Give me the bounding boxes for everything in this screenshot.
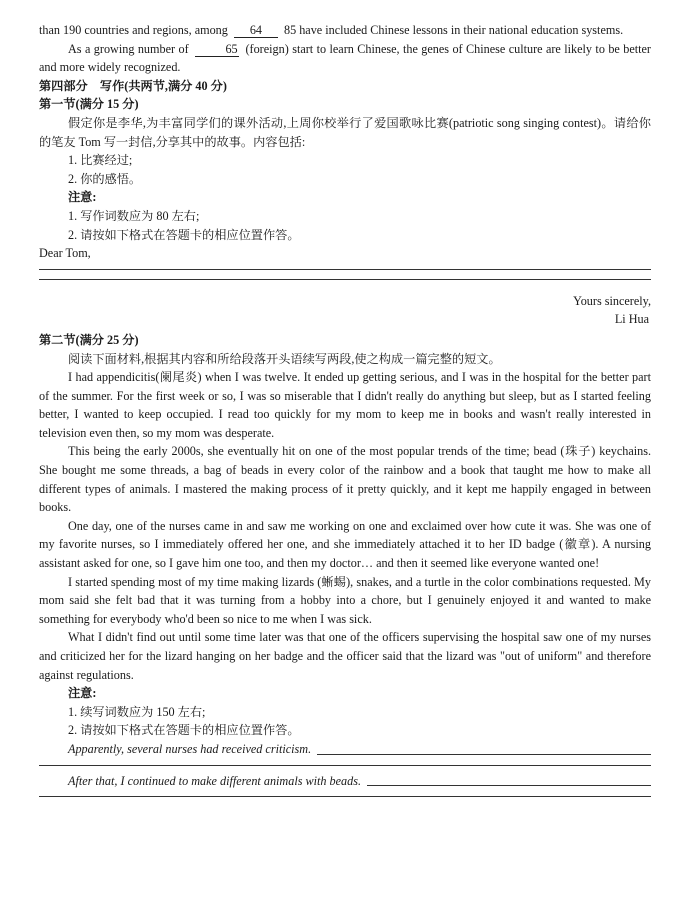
writing-line[interactable]: [39, 796, 651, 797]
text-segment: 85 have included Chinese lessons in their national education systems.: [283, 23, 624, 37]
section1-prompt: 假定你是李华,为丰富同学们的课外活动,上周你校举行了爱国歌咏比赛(patriotic song singing contest)。请给你的笔友 Tom 写一封信,分享其中的故事。内容包括:: [39, 115, 651, 149]
section2-title: 第二节(满分 25 分): [39, 332, 139, 347]
continuation-start-1: [39, 740, 651, 759]
reading-tail-line-2: [39, 40, 651, 77]
story-paragraph-3: One day, one of the nurses came in and saw me working on one and exclaimed over how cute it was. She was one of my favorite nurses, so I immediately offered her one, and she immediately attached it to her ID badge (徽章). A nursing assistant asked for one, so I gave him one too, and then my doctor… and then it seemed like everyone wanted one!: [39, 518, 651, 571]
writing-line[interactable]: [39, 765, 651, 766]
section2-note-2: 2. 请按如下格式在答题卡的相应位置作答。: [68, 723, 300, 738]
content-item-2: 2. 你的感悟。: [68, 171, 142, 186]
reading-tail-line-1: [39, 21, 651, 40]
story-paragraph-4: I started spending most of my time making lizards (蜥蜴), snakes, and a turtle in the color combinations requested. My mom said she felt bad that it was turning from a hobby into a chore, but I genuinely enjoyed it and wanted to make something for everybody who'd been so nice to me when I was sick.: [39, 574, 651, 626]
letter-closing: Yours sincerely,: [573, 293, 651, 308]
continuation-start-2: [39, 772, 651, 791]
start-sentence-1: Apparently, several nurses had received criticism.: [68, 741, 312, 756]
section2-note-1: 1. 续写词数应为 150 左右;: [68, 704, 206, 719]
blank-65[interactable]: 65: [195, 42, 239, 57]
blank-64[interactable]: 64: [234, 23, 278, 38]
story-paragraph-5: What I didn't find out until some time later was that one of the officers supervising the hospital saw one of my nurses and criticized her for the lizard hanging on her badge and the officer said that the lizard was "out of uniform" and therefore against regulations.: [39, 630, 651, 682]
story-paragraph-1: I had appendicitis(阑尾炎) when I was twelve. It ended up getting serious, and I was in the hospital for the better part of the summer. For the first week or so, I was so miserable that I didn't really do anything but sleep, but as I started feeling better, I wanted to keep occupied. I read too quickly for my mom to keep me in books and wasn't really interested in television even then, so my mom was desperate.: [39, 370, 651, 440]
text-segment: (foreign) start to learn Chinese, the genes of Chinese culture are likely to be better and more widely recognized.: [39, 41, 651, 75]
story-paragraph-2: This being the early 2000s, she eventually hit on one of the most popular trends of the time; bead (珠子) keychains. She bought me some threads, a bag of beads in every color of the rainbow and a book that taught me how to make all different types of animals. I mastered the making process of it pretty quickly, and it kept me happily engaged in between books.: [39, 444, 651, 515]
part4-title: 第四部分 写作(共两节,满分 40 分): [39, 78, 227, 93]
note-1: 1. 写作词数应为 80 左右;: [68, 208, 200, 223]
content-item-1: 1. 比赛经过;: [68, 153, 133, 168]
section2-prompt: 阅读下面材料,根据其内容和所给段落开头语续写两段,使之构成一篇完整的短文。: [68, 351, 501, 366]
section1-title: 第一节(满分 15 分): [39, 97, 139, 112]
exam-page: [39, 21, 651, 806]
writing-line[interactable]: [367, 785, 651, 786]
letter-signature: Li Hua: [614, 312, 649, 327]
writing-line[interactable]: [317, 754, 651, 755]
note-2: 2. 请按如下格式在答题卡的相应位置作答。: [68, 227, 300, 242]
letter-greeting: Dear Tom,: [39, 246, 91, 261]
writing-line[interactable]: [39, 269, 651, 270]
start-sentence-2: After that, I continued to make different animals with beads.: [68, 773, 362, 788]
section2-notes-label: 注意:: [68, 686, 97, 701]
notes-label: 注意:: [68, 190, 97, 205]
writing-line[interactable]: [39, 279, 651, 280]
text-segment: As a growing number of: [68, 41, 189, 56]
text-segment: than 190 countries and regions, among: [39, 23, 228, 37]
